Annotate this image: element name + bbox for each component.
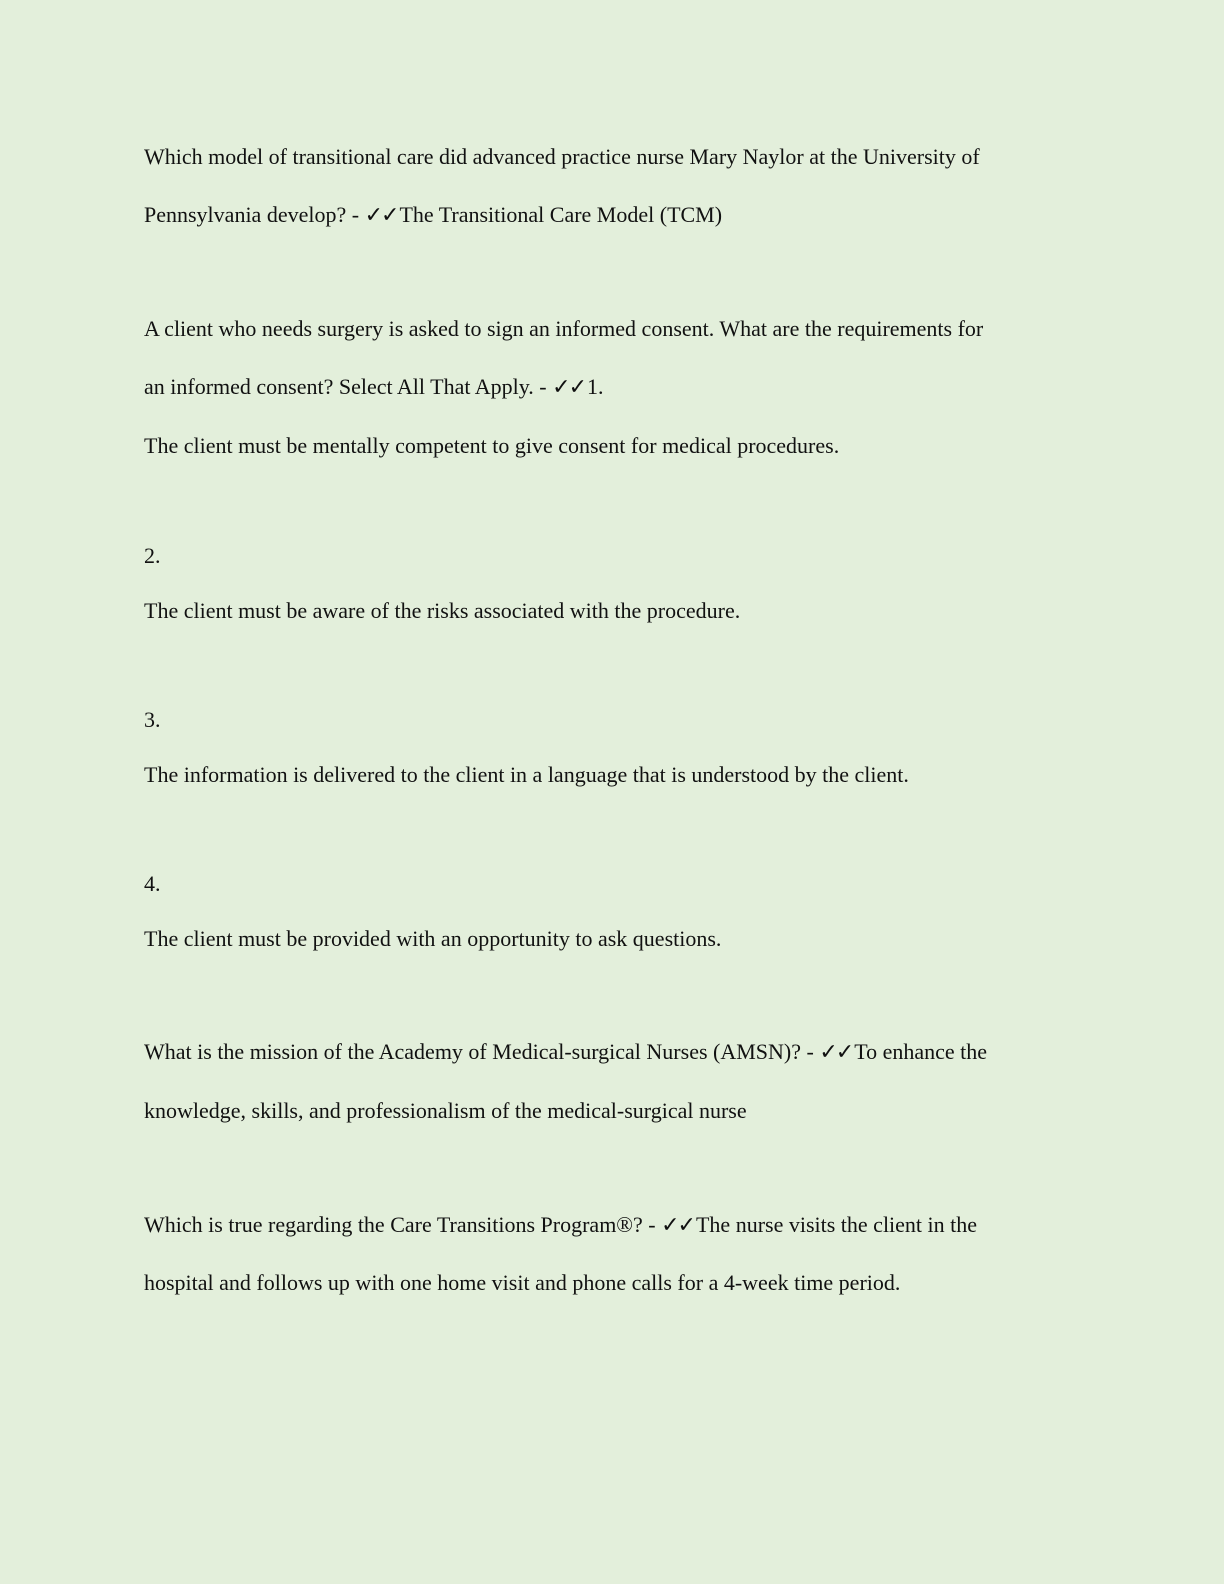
- answer-4-line-2: [144, 1269, 900, 1297]
- double-check-icon: ✓✓: [819, 1040, 853, 1065]
- answer-2-text-3: The information is delivered to the client in a language that is understood by the client.: [144, 762, 909, 787]
- answer-2-text-4: The client must be provided with an opportunity to ask questions.: [144, 926, 722, 951]
- question-3-text: What is the mission of the Academy of Medical-surgical Nurses (AMSN)? -: [144, 1039, 820, 1064]
- question-1-text-2: Pennsylvania develop? -: [144, 202, 365, 227]
- question-1-text-1: Which model of transitional care did advanced practice nurse Mary Naylor at the University of: [144, 144, 980, 169]
- question-4-text: Which is true regarding the Care Transitions Program®? -: [144, 1212, 662, 1237]
- question-2-text-2: an informed consent? Select All That Apply. -: [144, 374, 553, 399]
- answer-3-text-1: To enhance the: [854, 1039, 988, 1064]
- answer-2-num-4: 4.: [144, 871, 161, 896]
- question-2-line-1: [144, 315, 983, 343]
- answer-4-text-1: The nurse visits the client in the: [695, 1212, 978, 1237]
- answer-2-num-1: 1.: [587, 374, 604, 399]
- double-check-icon: ✓✓: [552, 375, 586, 400]
- double-check-icon: ✓✓: [364, 203, 398, 228]
- question-1-line-1: [144, 143, 980, 171]
- answer-4-text-2: hospital and follows up with one home visit and phone calls for a 4-week time period.: [144, 1270, 901, 1295]
- answer-2-text-2: The client must be aware of the risks associated with the procedure.: [144, 598, 741, 623]
- question-1-line-2: [144, 201, 722, 230]
- answer-3-line-2: [144, 1097, 747, 1125]
- question-2-text-1: A client who needs surgery is asked to sign an informed consent. What are the requirements for: [144, 316, 984, 341]
- question-3-line-1: [144, 1038, 987, 1067]
- answer-3-text-2: knowledge, skills, and professionalism of the medical-surgical nurse: [144, 1098, 747, 1123]
- question-2-line-2: [144, 373, 604, 402]
- answer-2-num-2: 2.: [144, 543, 161, 568]
- answer-1-text: The Transitional Care Model (TCM): [399, 202, 723, 227]
- question-4-line-1: [144, 1211, 977, 1240]
- double-check-icon: ✓✓: [661, 1213, 694, 1238]
- answer-2-line-1: [144, 432, 839, 460]
- answer-2-num-3: 3.: [144, 707, 161, 732]
- answer-2-text-1: The client must be mentally competent to give consent for medical procedures.: [144, 433, 840, 458]
